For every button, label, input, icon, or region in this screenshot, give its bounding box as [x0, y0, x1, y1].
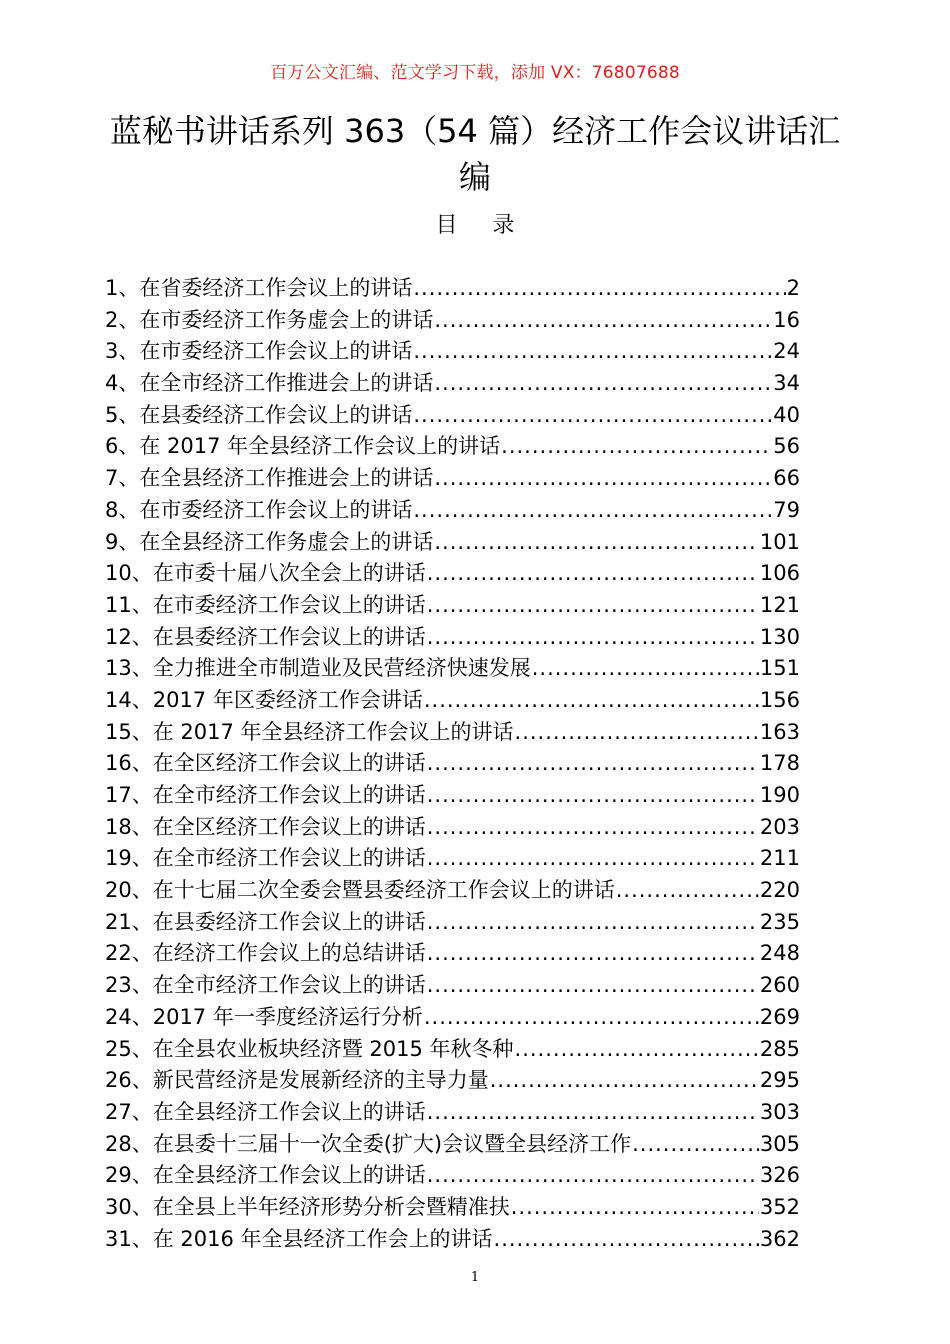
toc-item[interactable]: [105, 938, 800, 970]
toc-item[interactable]: [105, 400, 800, 432]
toc-item-page: 362: [759, 1226, 800, 1251]
toc-item[interactable]: [105, 273, 800, 305]
toc-item[interactable]: [105, 463, 800, 495]
toc-item-page: 79: [773, 497, 800, 522]
toc-item-label: 11、在市委经济工作会议上的讲话: [105, 592, 426, 617]
toc-item-page: 235: [759, 909, 800, 934]
toc-item-label: 22、在经济工作会议上的总结讲话: [105, 941, 426, 966]
toc-item[interactable]: [105, 717, 800, 749]
toc-item[interactable]: [105, 748, 800, 780]
toc-item[interactable]: [105, 1160, 800, 1192]
toc-item-page: 16: [773, 307, 800, 332]
toc-item-label: 19、在全市经济工作会议上的讲话: [105, 846, 426, 871]
toc-item-page: 34: [773, 371, 800, 396]
toc-leader: [427, 843, 759, 875]
toc-item[interactable]: [105, 1097, 800, 1129]
toc-item-label: 4、在全市经济工作推进会上的讲话: [105, 371, 434, 396]
toc-leader: [427, 558, 759, 590]
toc-leader: [424, 685, 759, 717]
toc-item-page: 352: [759, 1194, 800, 1219]
toc-item-label: 15、在 2017 年全县经济工作会议上的讲话: [105, 719, 514, 744]
toc-item-label: 26、新民营经济是发展新经济的主导力量: [105, 1068, 489, 1093]
toc-item-label: 1、在省委经济工作会议上的讲话: [105, 276, 413, 300]
toc-item-page: 40: [773, 402, 800, 427]
toc-item[interactable]: [105, 780, 800, 812]
toc-item-label: 9、在全县经济工作务虚会上的讲话: [105, 529, 434, 554]
toc-item-page: 151: [759, 656, 800, 681]
toc-item-label: 7、在全县经济工作推进会上的讲话: [105, 466, 434, 491]
toc-leader: [434, 368, 772, 400]
toc-leader: [427, 748, 759, 780]
toc-item-page: 303: [759, 1099, 800, 1124]
toc-leader: [494, 1224, 759, 1256]
toc-item-page: 2: [786, 276, 800, 300]
toc-item-page: 178: [759, 751, 800, 776]
toc-leader: [427, 622, 759, 654]
toc-item-page: 305: [759, 1131, 800, 1156]
toc-item-label: 16、在全区经济工作会议上的讲话: [105, 751, 426, 776]
toc-item[interactable]: [105, 1002, 800, 1034]
toc-item[interactable]: [105, 1065, 800, 1097]
toc-heading: 目 录: [435, 213, 529, 238]
toc-leader: [413, 495, 772, 527]
toc-leader: [427, 1160, 759, 1192]
toc-item-label: 3、在市委经济工作会议上的讲话: [105, 339, 413, 364]
document-title: 蓝秘书讲话系列 363（54 篇）经济工作会议讲话汇编: [109, 112, 841, 196]
toc-item-page: 163: [759, 719, 800, 744]
toc-item[interactable]: [105, 622, 800, 654]
toc-item-page: 295: [759, 1068, 800, 1093]
toc-item-label: 28、在县委十三届十一次全委(扩大)会议暨全县经济工作: [105, 1131, 632, 1156]
toc-leader: [515, 1034, 759, 1066]
toc-item-label: 8、在市委经济工作会议上的讲话: [105, 497, 413, 522]
toc-item-label: 31、在 2016 年全县经济工作会上的讲话: [105, 1226, 493, 1251]
toc-leader: [434, 305, 772, 337]
toc-leader: [532, 653, 759, 685]
toc-leader: [427, 970, 759, 1002]
toc-item-label: 21、在县委经济工作会议上的讲话: [105, 909, 426, 934]
toc-leader: [511, 1192, 759, 1224]
toc-item[interactable]: [105, 558, 800, 590]
toc-item-label: 6、在 2017 年全县经济工作会议上的讲话: [105, 434, 501, 459]
toc-item[interactable]: [105, 368, 800, 400]
toc-item[interactable]: [105, 527, 800, 559]
toc-item[interactable]: [105, 970, 800, 1002]
toc-leader: [427, 1097, 759, 1129]
toc-leader: [515, 717, 759, 749]
header-promo-note: 百万公文汇编、范文学习下载，添加 VX：76807688: [270, 63, 680, 83]
toc-item-page: 211: [759, 846, 800, 871]
toc-item-page: 220: [759, 878, 800, 903]
toc-leader: [413, 273, 785, 305]
toc-item-label: 29、在全县经济工作会议上的讲话: [105, 1163, 426, 1188]
toc-item-label: 18、在全区经济工作会议上的讲话: [105, 814, 426, 839]
toc-leader: [427, 780, 759, 812]
toc-item-page: 190: [759, 783, 800, 807]
toc-leader: [427, 590, 759, 622]
toc-item-label: 5、在县委经济工作会议上的讲话: [105, 402, 413, 427]
toc-item-page: 326: [759, 1163, 800, 1188]
toc-item-page: 66: [773, 466, 800, 491]
toc-item[interactable]: [105, 907, 800, 939]
toc-item-label: 14、2017 年区委经济工作会讲话: [105, 687, 423, 712]
toc-item[interactable]: [105, 495, 800, 527]
toc-leader: [413, 400, 772, 432]
toc-item-page: 24: [773, 339, 800, 364]
toc-item-page: 285: [759, 1036, 800, 1061]
toc-item[interactable]: [105, 843, 800, 875]
toc-leader: [427, 938, 759, 970]
toc-item-label: 10、在市委十届八次全会上的讲话: [105, 561, 426, 586]
toc-item[interactable]: [105, 1224, 800, 1256]
toc-leader: [427, 907, 759, 939]
toc-item-label: 24、2017 年一季度经济运行分析: [105, 1004, 423, 1029]
toc-leader: [434, 527, 759, 559]
toc-item-label: 12、在县委经济工作会议上的讲话: [105, 624, 426, 649]
toc-item-page: 130: [759, 624, 800, 649]
toc-item-page: 203: [759, 814, 800, 839]
toc-leader: [434, 463, 772, 495]
toc-leader: [490, 1065, 759, 1097]
toc-item[interactable]: [105, 653, 800, 685]
toc-item-page: 121: [759, 592, 800, 617]
toc-leader: [424, 1002, 759, 1034]
toc-item[interactable]: [105, 1192, 800, 1224]
toc-item-label: 13、全力推进全市制造业及民营经济快速发展: [105, 656, 531, 681]
toc-leader: [427, 812, 759, 844]
page-number: 1: [470, 1270, 480, 1285]
toc-item[interactable]: [105, 685, 800, 717]
toc-leader: [616, 875, 759, 907]
toc-item-label: 20、在十七届二次全委会暨县委经济工作会议上的讲话: [105, 878, 615, 903]
toc-item-label: 23、在全市经济工作会议上的讲话: [105, 973, 426, 998]
toc-item[interactable]: [105, 1129, 800, 1161]
toc-item[interactable]: [105, 305, 800, 337]
toc-item-label: 17、在全市经济工作会议上的讲话: [105, 783, 426, 807]
toc-item-page: 248: [759, 941, 800, 966]
toc-item[interactable]: [105, 431, 800, 463]
toc-item-page: 101: [759, 529, 800, 554]
toc-item[interactable]: [105, 590, 800, 622]
toc-item-page: 56: [773, 434, 800, 459]
toc-item-label: 30、在全县上半年经济形势分析会暨精准扶: [105, 1194, 510, 1219]
toc-item-page: 260: [759, 973, 800, 998]
toc-leader: [413, 336, 772, 368]
toc-item-label: 25、在全县农业板块经济暨 2015 年秋冬种: [105, 1036, 514, 1061]
toc-item-page: 106: [759, 561, 800, 586]
toc-item[interactable]: [105, 875, 800, 907]
table-of-contents: [105, 273, 800, 1255]
toc-item[interactable]: [105, 1034, 800, 1066]
toc-leader: [501, 431, 772, 463]
toc-item-label: 27、在全县经济工作会议上的讲话: [105, 1099, 426, 1124]
toc-item-page: 156: [759, 687, 800, 712]
toc-item[interactable]: [105, 812, 800, 844]
toc-item-label: 2、在市委经济工作务虚会上的讲话: [105, 307, 434, 332]
toc-leader: [632, 1129, 759, 1161]
toc-item-page: 269: [759, 1004, 800, 1029]
toc-item[interactable]: [105, 336, 800, 368]
